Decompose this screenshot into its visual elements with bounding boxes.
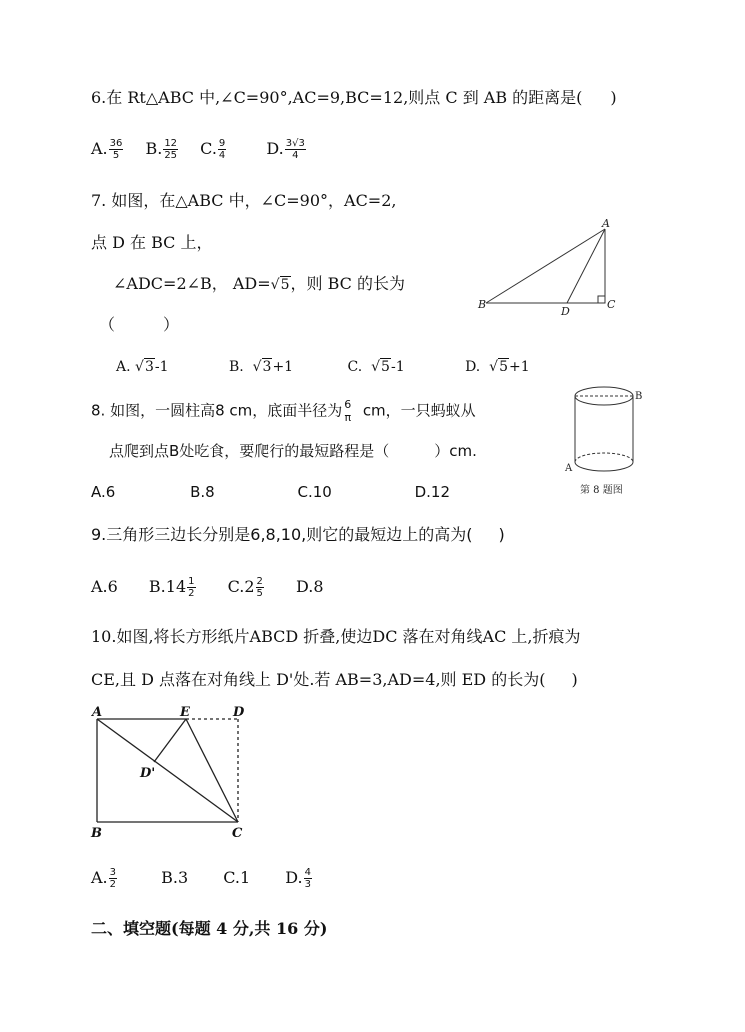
q8-options bbox=[91, 482, 450, 502]
q7-option-d: D. √5+1 bbox=[465, 359, 530, 375]
q8-option-b: B.8 bbox=[190, 483, 215, 501]
q6-option-b-num: 12 bbox=[164, 138, 178, 149]
q8-cylinder-figure bbox=[560, 380, 652, 500]
q7-option-b-root: 3 bbox=[262, 359, 272, 375]
q8-bottom-back-arc bbox=[575, 453, 633, 462]
q7-line3-a: ∠ADC=2∠B， AD= bbox=[113, 274, 271, 293]
q10-option-a-num: 3 bbox=[109, 867, 117, 878]
q7-option-c: C. √5-1 bbox=[347, 359, 405, 375]
q7-option-a-label: A. bbox=[116, 359, 131, 375]
q9-option-a: A.6 bbox=[91, 577, 118, 596]
q9-option-c-label: C.2 bbox=[227, 577, 255, 596]
q10-segment-ed-prime bbox=[154, 719, 186, 762]
q10-label-c: C bbox=[232, 826, 243, 841]
q9-option-c-num: 2 bbox=[256, 576, 263, 587]
q6-option-c bbox=[200, 138, 227, 161]
q10-option-b: B.3 bbox=[161, 868, 189, 887]
q6-options bbox=[91, 138, 307, 161]
q10-label-d: D bbox=[233, 705, 245, 720]
q9-option-b bbox=[149, 576, 197, 599]
q7-option-c-rest: -1 bbox=[390, 359, 405, 375]
q7-option-a: A. √3-1 bbox=[116, 359, 169, 375]
q10-options bbox=[91, 867, 313, 890]
q7-label-b: B bbox=[478, 298, 487, 311]
q10-label-e: E bbox=[180, 705, 190, 720]
q6-option-c-num: 9 bbox=[218, 138, 226, 149]
q10-close: ) bbox=[571, 670, 578, 689]
q6-option-a-num: 36 bbox=[109, 138, 123, 149]
q8-line2: 点爬到点B处吃食，要爬行的最短路程是（ ）cm. bbox=[109, 442, 477, 460]
q7-option-d-label: D. bbox=[465, 359, 481, 375]
q9-option-b-den: 2 bbox=[188, 588, 195, 599]
q7-label-c: C bbox=[607, 298, 616, 311]
q8-label-a: A bbox=[565, 463, 573, 474]
q8-line1 bbox=[91, 398, 476, 424]
q7-segment-ad bbox=[567, 229, 605, 303]
q7-line4: （ ） bbox=[99, 315, 180, 334]
q8-line1-b: cm，一只蚂蚁从 bbox=[362, 401, 476, 420]
q6-option-b-label: B. bbox=[145, 139, 163, 158]
q9-stem-text: 9.三角形三边长分别是6,8,10,则它的最短边上的高为( bbox=[91, 525, 473, 544]
q8-line1-a: 8. 如图，一圆柱高8 cm，底面半径为 bbox=[91, 401, 343, 420]
q10-rectangle-figure bbox=[85, 700, 255, 845]
q7-options bbox=[116, 357, 530, 377]
q9-stem bbox=[91, 525, 505, 545]
q7-option-c-label: C. bbox=[347, 359, 363, 375]
q6-option-d-den: 4 bbox=[292, 150, 299, 161]
q7-line1: 7. 如图，在△ABC 中，∠C=90°，AC=2, bbox=[91, 191, 397, 210]
q8-frac-num: 6 bbox=[344, 398, 352, 411]
q10-option-c: C.1 bbox=[223, 868, 251, 887]
q6-option-c-den: 4 bbox=[218, 150, 226, 161]
q10-line2 bbox=[91, 670, 578, 690]
q10-option-d bbox=[285, 867, 313, 890]
q8-frac-den: π bbox=[344, 411, 352, 424]
q6-stem bbox=[91, 88, 617, 108]
q7-line2: 点 D 在 BC 上， bbox=[91, 233, 213, 252]
q7-line3-b: ，则 BC 的长为 bbox=[290, 274, 405, 293]
q6-option-a-label: A. bbox=[91, 139, 108, 158]
q10-option-d-den: 3 bbox=[304, 879, 311, 890]
q9-option-b-label: B.14 bbox=[148, 577, 187, 596]
q10-option-a-label: A. bbox=[91, 868, 108, 887]
q7-option-b-rest: +1 bbox=[272, 359, 294, 375]
q9-option-d: D.8 bbox=[296, 577, 324, 596]
q8-cylinder-top bbox=[575, 387, 633, 405]
q9-option-c bbox=[228, 576, 265, 599]
q8-option-d: D.12 bbox=[414, 483, 451, 501]
q8-bottom-front-arc bbox=[575, 462, 633, 471]
q6-close: ) bbox=[610, 88, 617, 107]
q10-option-a-den: 2 bbox=[109, 879, 117, 890]
q8-caption: 第 8 题图 bbox=[580, 485, 623, 496]
q9-close: ) bbox=[498, 525, 505, 544]
q7-label-a: A bbox=[602, 217, 610, 230]
q7-triangle-figure bbox=[470, 215, 630, 320]
q7-option-d-rest: +1 bbox=[509, 359, 530, 375]
q7-side-ab bbox=[486, 229, 605, 303]
q10-line1: 10.如图,将长方形纸片ABCD 折叠,使边DC 落在对角线AC 上,折痕为 bbox=[91, 627, 581, 646]
section-2-heading: 二、填空题(每题 4 分,共 16 分) bbox=[91, 919, 328, 938]
q9-options bbox=[91, 576, 324, 599]
q10-label-b: B bbox=[91, 826, 102, 841]
q7-option-a-rest: -1 bbox=[154, 359, 169, 375]
q10-option-d-num: 4 bbox=[304, 867, 311, 878]
q6-option-b bbox=[145, 138, 179, 161]
q8-label-b: B bbox=[635, 391, 643, 402]
q10-option-a bbox=[91, 867, 118, 890]
q7-root: √5 bbox=[270, 277, 290, 293]
q6-option-a bbox=[91, 138, 124, 161]
q10-label-d-prime: D' bbox=[140, 766, 156, 781]
q10-option-d-label: D. bbox=[285, 868, 303, 887]
q10-crease-ce bbox=[186, 719, 238, 822]
q6-option-c-label: C. bbox=[200, 139, 217, 158]
q9-option-b-num: 1 bbox=[188, 576, 195, 587]
q6-option-d bbox=[266, 138, 306, 161]
q10-label-a: A bbox=[92, 705, 103, 720]
q7-option-c-root: 5 bbox=[381, 359, 390, 375]
q7-option-b: B. √3+1 bbox=[228, 359, 294, 375]
q8-option-a: A.6 bbox=[91, 483, 116, 501]
q7-option-d-root: 5 bbox=[499, 359, 508, 375]
q6-option-d-num: 3√3 bbox=[285, 138, 305, 149]
q10-line2-text: CE,且 D 点落在对角线上 D'处.若 AB=3,AD=4,则 ED 的长为( bbox=[91, 670, 546, 689]
q6-stem-text: 6.在 Rt△ABC 中,∠C=90°,AC=9,BC=12,则点 C 到 AB 的距离是( bbox=[91, 88, 583, 107]
q7-option-b-label: B. bbox=[228, 359, 244, 375]
q9-option-c-den: 5 bbox=[256, 588, 263, 599]
q7-root-value: 5 bbox=[280, 277, 290, 293]
q7-label-d: D bbox=[561, 305, 570, 318]
q6-option-d-label: D. bbox=[266, 139, 284, 158]
q10-diagonal-ac bbox=[97, 719, 238, 822]
q7-right-angle-mark bbox=[598, 296, 605, 303]
q6-option-b-den: 25 bbox=[164, 150, 178, 161]
q7-line3 bbox=[113, 274, 405, 295]
q7-option-a-root: 3 bbox=[144, 359, 154, 375]
q8-option-c: C.10 bbox=[297, 483, 332, 501]
q6-option-a-den: 5 bbox=[112, 150, 120, 161]
